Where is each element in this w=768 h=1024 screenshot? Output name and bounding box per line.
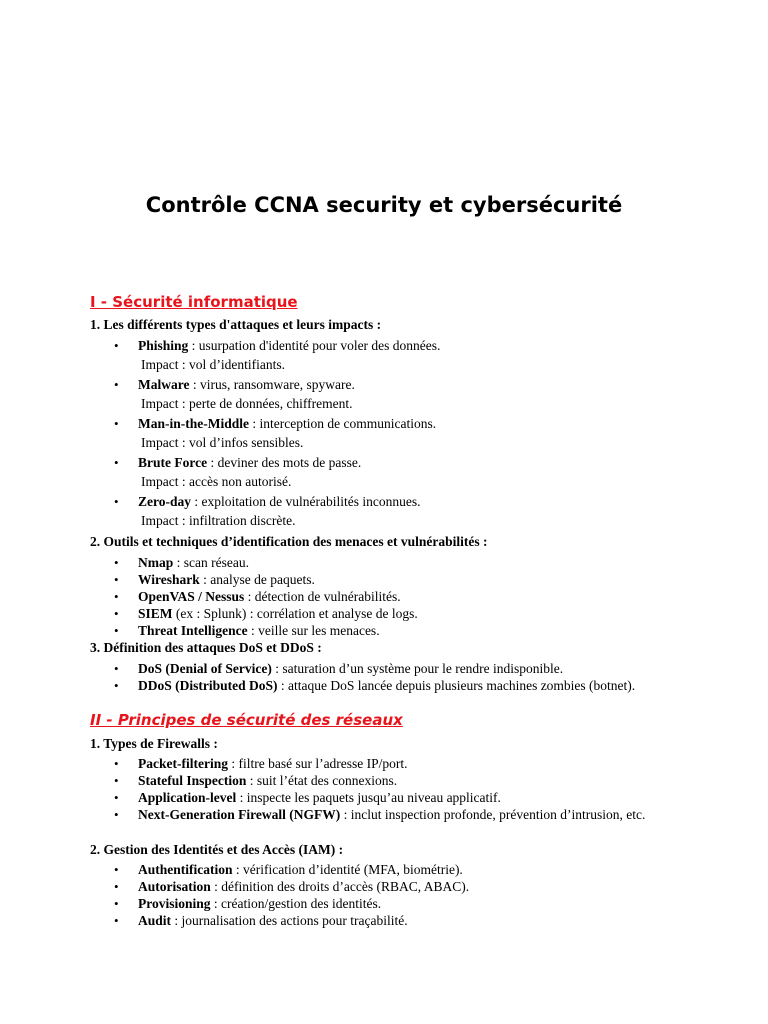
bullet-icon: •	[114, 862, 119, 877]
item-term: SIEM	[138, 606, 173, 621]
item-term: Brute Force	[138, 455, 208, 470]
list-item	[0, 605, 768, 622]
list-item	[0, 912, 768, 929]
item-term: Authentification	[138, 862, 233, 877]
item-impact: Impact : vol d’infos sensibles.	[141, 435, 304, 450]
item-desc: : exploitation de vulnérabilités inconnues.	[191, 494, 421, 509]
bullet-icon: •	[114, 494, 119, 509]
item-desc: : analyse de paquets.	[199, 572, 315, 587]
list-item	[0, 493, 768, 529]
item-term: DoS (Denial of Service)	[138, 661, 272, 676]
list-item	[0, 454, 768, 490]
item-impact: Impact : infiltration discrète.	[141, 513, 296, 528]
item-desc: : scan réseau.	[173, 555, 249, 570]
tools-list	[0, 554, 768, 639]
bullet-icon: •	[114, 913, 119, 928]
subsection-heading: 3. Définition des attaques DoS et DDoS :	[90, 640, 322, 655]
item-term: Threat Intelligence	[138, 623, 248, 638]
bullet-icon: •	[114, 807, 119, 822]
list-item	[0, 789, 768, 806]
item-term: Malware	[138, 377, 190, 392]
item-desc: : définition des droits d’accès (RBAC, ABAC).	[210, 879, 470, 894]
firewall-types-list	[0, 755, 768, 823]
item-desc: : virus, ransomware, spyware.	[189, 377, 355, 392]
item-desc: : interception de communications.	[249, 416, 437, 431]
list-item	[0, 622, 768, 639]
bullet-icon: •	[114, 589, 119, 604]
item-desc: : deviner des mots de passe.	[207, 455, 362, 470]
list-item	[0, 415, 768, 451]
page-title: Contrôle CCNA security et cybersécurité	[145, 193, 623, 217]
item-desc: (ex : Splunk) : corrélation et analyse de logs.	[172, 606, 418, 621]
item-term: Wireshark	[138, 572, 200, 587]
list-item	[0, 337, 768, 373]
item-desc: : usurpation d'identité pour voler des données.	[188, 338, 441, 353]
list-item	[0, 755, 768, 772]
section-heading-1: I - Sécurité informatique	[90, 293, 298, 311]
iam-list	[0, 861, 768, 929]
item-impact: Impact : accès non autorisé.	[141, 474, 292, 489]
item-desc: : filtre basé sur l’adresse IP/port.	[227, 756, 408, 771]
item-term: Application-level	[138, 790, 237, 805]
item-desc: : détection de vulnérabilités.	[244, 589, 401, 604]
list-item	[0, 861, 768, 878]
bullet-icon: •	[114, 661, 119, 676]
item-desc: : inspecte les paquets jusqu’au niveau applicatif.	[236, 790, 501, 805]
attack-types-list	[0, 337, 768, 532]
item-impact: Impact : perte de données, chiffrement.	[141, 396, 353, 411]
item-desc: : inclut inspection profonde, prévention d’intrusion, etc.	[340, 807, 646, 822]
item-term: Nmap	[138, 555, 174, 570]
list-item	[0, 588, 768, 605]
item-desc: : création/gestion des identités.	[210, 896, 382, 911]
bullet-icon: •	[114, 606, 119, 621]
list-item	[0, 571, 768, 588]
item-desc: : attaque DoS lancée depuis plusieurs machines zombies (botnet).	[277, 678, 636, 693]
item-term: Zero-day	[138, 494, 191, 509]
subsection-heading: 2. Gestion des Identités et des Accès (IAM) :	[90, 842, 344, 857]
subsection-heading: 1. Les différents types d'attaques et leurs impacts :	[90, 317, 382, 332]
item-term: Autorisation	[138, 879, 211, 894]
subsection-heading: 1. Types de Firewalls :	[90, 736, 218, 751]
dos-list	[0, 660, 768, 694]
item-term: Man-in-the-Middle	[138, 416, 249, 431]
item-term: Packet-filtering	[138, 756, 228, 771]
item-desc: : journalisation des actions pour traçabilité.	[171, 913, 408, 928]
list-item	[0, 895, 768, 912]
item-term: Provisioning	[138, 896, 211, 911]
list-item	[0, 677, 768, 694]
bullet-icon: •	[114, 455, 119, 470]
bullet-icon: •	[114, 623, 119, 638]
bullet-icon: •	[114, 790, 119, 805]
item-impact: Impact : vol d’identifiants.	[141, 357, 285, 372]
bullet-icon: •	[114, 338, 119, 353]
bullet-icon: •	[114, 555, 119, 570]
item-desc: : saturation d’un système pour le rendre indisponible.	[271, 661, 564, 676]
item-term: OpenVAS / Nessus	[138, 589, 245, 604]
list-item	[0, 660, 768, 677]
item-desc: : suit l’état des connexions.	[246, 773, 398, 788]
bullet-icon: •	[114, 756, 119, 771]
bullet-icon: •	[114, 773, 119, 788]
list-item	[0, 878, 768, 895]
item-term: Next-Generation Firewall (NGFW)	[138, 807, 341, 822]
bullet-icon: •	[114, 879, 119, 894]
bullet-icon: •	[114, 416, 119, 431]
list-item	[0, 772, 768, 789]
list-item	[0, 806, 768, 823]
item-term: Audit	[138, 913, 172, 928]
bullet-icon: •	[114, 572, 119, 587]
item-term: DDoS (Distributed DoS)	[138, 678, 278, 693]
section-heading-2: II - Principes de sécurité des réseaux	[90, 711, 403, 729]
bullet-icon: •	[114, 377, 119, 392]
item-desc: : vérification d’identité (MFA, biométrie).	[232, 862, 463, 877]
item-term: Stateful Inspection	[138, 773, 247, 788]
item-desc: : veille sur les menaces.	[247, 623, 380, 638]
list-item	[0, 554, 768, 571]
bullet-icon: •	[114, 896, 119, 911]
item-term: Phishing	[138, 338, 189, 353]
bullet-icon: •	[114, 678, 119, 693]
subsection-heading: 2. Outils et techniques d’identification des menaces et vulnérabilités :	[90, 534, 488, 549]
list-item	[0, 376, 768, 412]
